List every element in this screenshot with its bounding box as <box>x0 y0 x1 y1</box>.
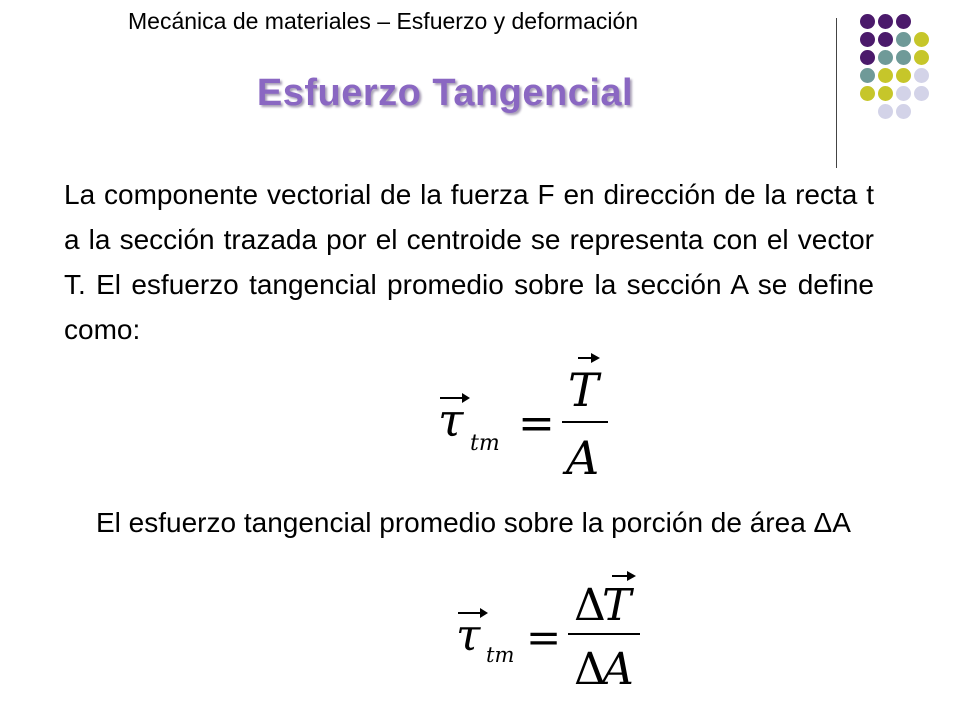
formula-tangential-stress-delta <box>440 568 670 698</box>
equals-sign: = <box>526 613 562 662</box>
tau-symbol: τ <box>438 393 464 447</box>
decorative-dot <box>914 32 929 47</box>
numerator-T: T <box>568 363 599 417</box>
decorative-dot <box>860 50 875 65</box>
decorative-dot <box>896 50 911 65</box>
decorative-dot <box>914 68 929 83</box>
decorative-dot <box>896 14 911 29</box>
formula-tangential-stress <box>430 350 630 485</box>
tau-subscript: tm <box>470 431 500 456</box>
tau-subscript: tm <box>486 643 515 667</box>
decorative-dot <box>914 86 929 101</box>
numerator-T: T <box>602 580 632 631</box>
tau-symbol: τ <box>456 610 481 661</box>
denominator-delta: Δ <box>574 644 606 695</box>
decorative-dot <box>878 50 893 65</box>
decorative-dot <box>860 14 875 29</box>
decorative-dot <box>914 50 929 65</box>
decorative-dot <box>896 68 911 83</box>
numerator-delta: Δ <box>574 580 606 631</box>
body-paragraph-1: La componente vectorial de la fuerza F en dirección de la recta t a la sección trazada por el centroide se representa con el vector T. El esfuerzo tangencial promedio sobre la sección A se define como: <box>64 179 874 345</box>
equals-sign: = <box>518 398 555 449</box>
slide-header: Mecánica de materiales – Esfuerzo y deformación <box>128 8 639 34</box>
decorative-dot <box>878 32 893 47</box>
body-paragraph-2: El esfuerzo tangencial promedio sobre la porción de área ΔA <box>96 507 851 538</box>
decorative-dot <box>878 14 893 29</box>
decorative-dot <box>896 86 911 101</box>
denominator-A: A <box>566 431 600 485</box>
slide-title: Esfuerzo Tangencial <box>256 72 634 114</box>
denominator-A: A <box>602 644 634 695</box>
decorative-dot <box>896 104 911 119</box>
decorative-dot <box>860 32 875 47</box>
decorative-dot <box>896 32 911 47</box>
